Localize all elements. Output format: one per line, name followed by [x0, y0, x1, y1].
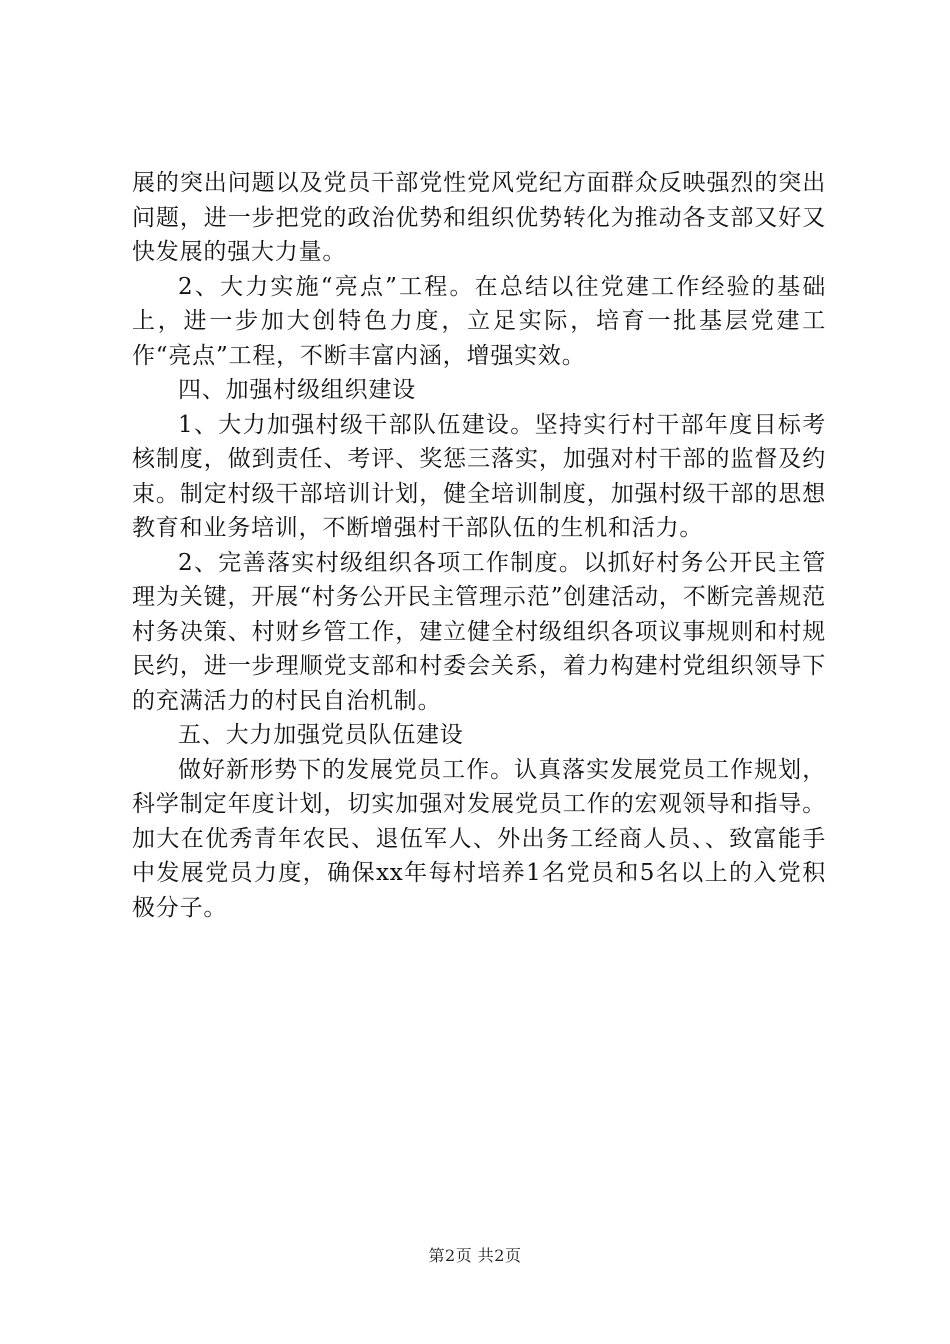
page-number-footer: 第2页 共2页	[428, 1246, 522, 1265]
section-heading-party-member-team: 五、大力加强党员队伍建设	[178, 722, 464, 748]
paragraph-village-cadre-team: 1、大力加强村级干部队伍建设。坚持实行村干部年度目标考核制度，做到责任、考评、奖惩三落实，加强对村干部的监督及约束。制定村级干部培训计划，健全培训制度，加强村级干部的思想教育和业务培训，不断增强村干部队伍的生机和活力。	[132, 411, 826, 541]
paragraph-highlight-project: 2、大力实施“亮点”工程。在总结以往党建工作经验的基础上，进一步加大创特色力度，立足实际，培育一批基层党建工作“亮点”工程，不断丰富内涵，增强实效。	[132, 273, 826, 369]
paragraph-village-work-system: 2、完善落实村级组织各项工作制度。以抓好村务公开民主管理为关键，开展“村务公开民主管理示范”创建活动，不断完善规范村务决策、村财乡管工作，建立健全村级组织各项议事规则和村规民约，进一步理顺党支部和村委会关系，着力构建村党组织领导下的充满活力的村民自治机制。	[132, 549, 826, 714]
document-body	[132, 166, 826, 925]
section-heading-village-organization: 四、加强村级组织建设	[178, 377, 416, 403]
paragraph-continuation: 展的突出问题以及党员干部党性党风党纪方面群众反映强烈的突出问题，进一步把党的政治优势和组织优势转化为推动各支部又好又快发展的强大力量。	[132, 170, 826, 265]
paragraph-party-member-development: 做好新形势下的发展党员工作。认真落实发展党员工作规划，科学制定年度计划，切实加强对发展党员工作的宏观领导和指导。加大在优秀青年农民、退伍军人、外出务工经商人员、、致富能手中发展党员力度，确保xx年每村培养1名党员和5名以上的入党积极分子。	[132, 756, 826, 921]
